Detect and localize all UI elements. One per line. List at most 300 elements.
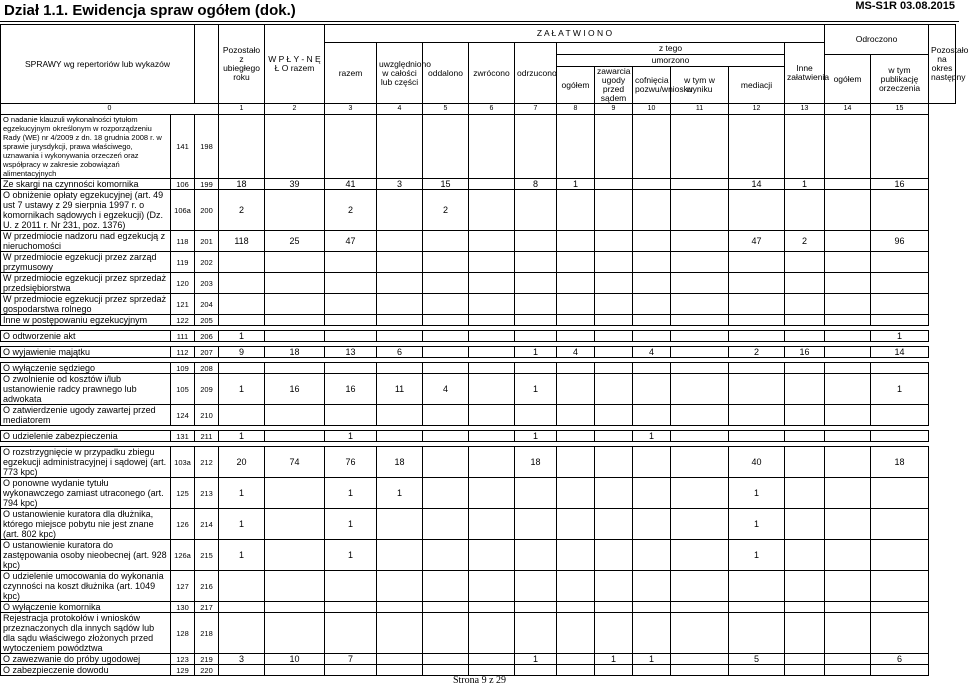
value-cell bbox=[423, 331, 469, 342]
value-cell bbox=[557, 273, 595, 294]
case-register-table bbox=[0, 24, 968, 676]
value-cell bbox=[423, 665, 469, 676]
value-cell bbox=[557, 374, 595, 405]
value-cell: 40 bbox=[729, 447, 785, 478]
repertory-code: 128 bbox=[171, 613, 195, 654]
value-cell bbox=[633, 447, 671, 478]
value-cell bbox=[423, 447, 469, 478]
value-cell bbox=[469, 347, 515, 358]
value-cell bbox=[871, 115, 929, 179]
case-label: Ze skargi na czynności komornika bbox=[1, 179, 171, 190]
value-cell bbox=[377, 613, 423, 654]
value-cell: 16 bbox=[871, 179, 929, 190]
value-cell bbox=[557, 331, 595, 342]
value-cell bbox=[671, 363, 729, 374]
value-cell bbox=[325, 665, 377, 676]
value-cell bbox=[377, 115, 423, 179]
value-cell bbox=[785, 405, 825, 426]
value-cell bbox=[825, 347, 871, 358]
value-cell bbox=[729, 571, 785, 602]
column-number: 14 bbox=[825, 104, 871, 115]
repertory-code: 131 bbox=[171, 431, 195, 442]
repertory-code: 120 bbox=[171, 273, 195, 294]
value-cell bbox=[595, 571, 633, 602]
value-cell bbox=[557, 613, 595, 654]
value-cell bbox=[469, 190, 515, 231]
value-cell: 14 bbox=[729, 179, 785, 190]
value-cell bbox=[557, 431, 595, 442]
value-cell bbox=[671, 231, 729, 252]
value-cell bbox=[825, 509, 871, 540]
value-cell bbox=[825, 571, 871, 602]
value-cell: 15 bbox=[423, 179, 469, 190]
value-cell bbox=[265, 478, 325, 509]
value-cell: 47 bbox=[729, 231, 785, 252]
value-cell bbox=[633, 294, 671, 315]
value-cell bbox=[469, 478, 515, 509]
column-number: 10 bbox=[633, 104, 671, 115]
value-cell bbox=[785, 447, 825, 478]
column-number: 6 bbox=[469, 104, 515, 115]
value-cell: 1 bbox=[219, 374, 265, 405]
row-number: 215 bbox=[195, 540, 219, 571]
case-label: O nadanie klauzuli wykonalności tytułom egzekucyjnym określonym w rozporządzeniu Rady (WE) nr 4/2009 z dn. 18 grudnia 2008 r. w sprawie jurysdykcji, prawa właściwego, uznawania i wykonywania orzeczeń oraz współpracy w zakresie zobowiązań alimentacyjnych bbox=[1, 115, 171, 179]
repertory-code: 122 bbox=[171, 315, 195, 326]
value-cell: 13 bbox=[325, 347, 377, 358]
table-row bbox=[1, 115, 956, 179]
value-cell bbox=[825, 602, 871, 613]
case-label: O wyłączenie sędziego bbox=[1, 363, 171, 374]
value-cell: 1 bbox=[515, 374, 557, 405]
value-cell bbox=[871, 509, 929, 540]
value-cell bbox=[423, 431, 469, 442]
value-cell: 47 bbox=[325, 231, 377, 252]
case-label: W przedmiocie egzekucji przez zarząd przymusowy bbox=[1, 252, 171, 273]
value-cell bbox=[825, 231, 871, 252]
header-zal-razem: razem bbox=[325, 43, 377, 104]
value-cell bbox=[515, 363, 557, 374]
value-cell bbox=[825, 665, 871, 676]
value-cell bbox=[595, 447, 633, 478]
value-cell bbox=[785, 571, 825, 602]
value-cell bbox=[595, 231, 633, 252]
table-row bbox=[1, 405, 956, 426]
value-cell bbox=[671, 405, 729, 426]
value-cell bbox=[469, 431, 515, 442]
repertory-code: 112 bbox=[171, 347, 195, 358]
value-cell: 4 bbox=[633, 347, 671, 358]
value-cell bbox=[871, 571, 929, 602]
value-cell bbox=[557, 190, 595, 231]
value-cell bbox=[469, 294, 515, 315]
row-number: 219 bbox=[195, 654, 219, 665]
header-pozostalo-roku: Pozostało z ubiegłego roku bbox=[219, 25, 265, 104]
header-umorzono: umorzono bbox=[557, 55, 785, 67]
value-cell: 1 bbox=[325, 509, 377, 540]
column-number: 11 bbox=[671, 104, 729, 115]
form-code: MS-S1R 03.08.2015 bbox=[855, 0, 955, 12]
value-cell bbox=[515, 665, 557, 676]
value-cell bbox=[729, 115, 785, 179]
value-cell bbox=[785, 602, 825, 613]
value-cell bbox=[825, 294, 871, 315]
value-cell bbox=[265, 571, 325, 602]
repertory-code: 129 bbox=[171, 665, 195, 676]
value-cell bbox=[785, 252, 825, 273]
value-cell bbox=[265, 273, 325, 294]
repertory-code: 126 bbox=[171, 509, 195, 540]
value-cell: 1 bbox=[515, 654, 557, 665]
value-cell: 1 bbox=[377, 478, 423, 509]
case-label: O zabezpieczenie dowodu bbox=[1, 665, 171, 676]
column-number: 8 bbox=[557, 104, 595, 115]
value-cell bbox=[595, 431, 633, 442]
table-row bbox=[1, 431, 956, 442]
value-cell: 3 bbox=[219, 654, 265, 665]
case-label: W przedmiocie egzekucji przez sprzedaż przedsiębiorstwa bbox=[1, 273, 171, 294]
value-cell bbox=[671, 602, 729, 613]
value-cell: 1 bbox=[219, 540, 265, 571]
value-cell bbox=[785, 331, 825, 342]
value-cell bbox=[595, 252, 633, 273]
value-cell bbox=[595, 613, 633, 654]
value-cell bbox=[825, 374, 871, 405]
value-cell bbox=[377, 571, 423, 602]
row-number: 198 bbox=[195, 115, 219, 179]
header-sprawy: SPRAWY wg repertoriów lub wykazów bbox=[1, 25, 195, 104]
value-cell bbox=[729, 613, 785, 654]
header-w-tym-wyniku: w tym w wyniku bbox=[671, 67, 729, 104]
value-cell bbox=[633, 374, 671, 405]
value-cell bbox=[633, 571, 671, 602]
value-cell bbox=[871, 190, 929, 231]
header-uwzgl: uwzględniono w całości lub części bbox=[377, 43, 423, 104]
table-row bbox=[1, 478, 956, 509]
value-cell bbox=[265, 294, 325, 315]
value-cell bbox=[633, 231, 671, 252]
value-cell bbox=[515, 115, 557, 179]
value-cell bbox=[633, 509, 671, 540]
value-cell bbox=[377, 190, 423, 231]
value-cell: 5 bbox=[729, 654, 785, 665]
value-cell bbox=[377, 331, 423, 342]
repertory-code: 106a bbox=[171, 190, 195, 231]
value-cell bbox=[219, 252, 265, 273]
value-cell: 1 bbox=[871, 331, 929, 342]
value-cell: 1 bbox=[871, 374, 929, 405]
value-cell bbox=[871, 478, 929, 509]
value-cell: 1 bbox=[785, 179, 825, 190]
value-cell bbox=[785, 613, 825, 654]
value-cell bbox=[219, 405, 265, 426]
value-cell: 9 bbox=[219, 347, 265, 358]
value-cell bbox=[671, 190, 729, 231]
value-cell bbox=[515, 602, 557, 613]
value-cell: 2 bbox=[423, 190, 469, 231]
repertory-code: 127 bbox=[171, 571, 195, 602]
value-cell bbox=[785, 294, 825, 315]
value-cell bbox=[729, 602, 785, 613]
value-cell bbox=[469, 179, 515, 190]
case-label: O odtworzenie akt bbox=[1, 331, 171, 342]
value-cell bbox=[325, 273, 377, 294]
value-cell bbox=[871, 363, 929, 374]
value-cell bbox=[671, 540, 729, 571]
value-cell bbox=[871, 315, 929, 326]
value-cell bbox=[265, 115, 325, 179]
value-cell bbox=[423, 571, 469, 602]
value-cell bbox=[671, 431, 729, 442]
value-cell bbox=[595, 665, 633, 676]
value-cell bbox=[515, 405, 557, 426]
header-mediacji: mediacji bbox=[729, 67, 785, 104]
row-number: 217 bbox=[195, 602, 219, 613]
value-cell: 4 bbox=[557, 347, 595, 358]
value-cell bbox=[469, 654, 515, 665]
value-cell bbox=[785, 665, 825, 676]
row-number: 201 bbox=[195, 231, 219, 252]
header-pozostalo-nast: Pozostało na okres następny bbox=[929, 25, 956, 104]
value-cell bbox=[633, 613, 671, 654]
value-cell: 4 bbox=[423, 374, 469, 405]
value-cell bbox=[671, 179, 729, 190]
value-cell bbox=[219, 115, 265, 179]
value-cell bbox=[469, 540, 515, 571]
value-cell bbox=[423, 294, 469, 315]
value-cell: 1 bbox=[729, 540, 785, 571]
case-label: O ustanowienie kuratora dla dłużnika, którego miejsce pobytu nie jest znane (art. 802 kpc) bbox=[1, 509, 171, 540]
value-cell: 3 bbox=[377, 179, 423, 190]
value-cell bbox=[633, 665, 671, 676]
value-cell bbox=[785, 654, 825, 665]
value-cell: 1 bbox=[595, 654, 633, 665]
repertory-code: 118 bbox=[171, 231, 195, 252]
case-label: O ustanowienie kuratora do zastępowania osoby nieobecnej (art. 928 kpc) bbox=[1, 540, 171, 571]
case-label: O udzielenie umocowania do wykonania czynności na koszt dłużnika (art. 1049 kpc) bbox=[1, 571, 171, 602]
value-cell bbox=[377, 540, 423, 571]
row-number: 200 bbox=[195, 190, 219, 231]
value-cell: 1 bbox=[633, 654, 671, 665]
value-cell bbox=[825, 190, 871, 231]
value-cell bbox=[729, 190, 785, 231]
value-cell bbox=[557, 478, 595, 509]
value-cell: 18 bbox=[515, 447, 557, 478]
repertory-code: 123 bbox=[171, 654, 195, 665]
table-row bbox=[1, 602, 956, 613]
value-cell bbox=[515, 231, 557, 252]
value-cell bbox=[423, 540, 469, 571]
value-cell bbox=[671, 374, 729, 405]
row-number: 204 bbox=[195, 294, 219, 315]
value-cell bbox=[557, 654, 595, 665]
value-cell bbox=[469, 602, 515, 613]
column-number: 7 bbox=[515, 104, 557, 115]
header-row-number bbox=[195, 25, 219, 104]
value-cell bbox=[265, 602, 325, 613]
header-inne: Inne załatwienia bbox=[785, 43, 825, 104]
value-cell bbox=[265, 405, 325, 426]
value-cell bbox=[377, 294, 423, 315]
value-cell: 8 bbox=[515, 179, 557, 190]
value-cell bbox=[325, 252, 377, 273]
value-cell bbox=[377, 654, 423, 665]
value-cell bbox=[325, 294, 377, 315]
value-cell: 1 bbox=[325, 431, 377, 442]
table-row bbox=[1, 294, 956, 315]
column-number: 13 bbox=[785, 104, 825, 115]
value-cell: 1 bbox=[219, 509, 265, 540]
column-number: 5 bbox=[423, 104, 469, 115]
value-cell: 18 bbox=[219, 179, 265, 190]
header-zawarcia: zawarcia ugody przed sądem bbox=[595, 67, 633, 104]
value-cell bbox=[825, 431, 871, 442]
value-cell bbox=[671, 294, 729, 315]
value-cell bbox=[469, 231, 515, 252]
value-cell bbox=[729, 405, 785, 426]
value-cell bbox=[633, 190, 671, 231]
value-cell bbox=[325, 405, 377, 426]
table-row bbox=[1, 374, 956, 405]
header-odr-ogolem: ogółem bbox=[825, 55, 871, 104]
value-cell bbox=[515, 478, 557, 509]
value-cell bbox=[595, 405, 633, 426]
value-cell bbox=[633, 602, 671, 613]
value-cell bbox=[729, 315, 785, 326]
value-cell bbox=[595, 273, 633, 294]
value-cell bbox=[423, 252, 469, 273]
value-cell bbox=[671, 347, 729, 358]
value-cell bbox=[729, 665, 785, 676]
value-cell bbox=[825, 273, 871, 294]
header-odroczono: Odroczono bbox=[825, 25, 929, 55]
value-cell bbox=[469, 447, 515, 478]
value-cell: 1 bbox=[219, 331, 265, 342]
value-cell bbox=[825, 447, 871, 478]
value-cell bbox=[515, 613, 557, 654]
table-row bbox=[1, 540, 956, 571]
row-number: 206 bbox=[195, 331, 219, 342]
row-number: 208 bbox=[195, 363, 219, 374]
value-cell bbox=[785, 315, 825, 326]
value-cell bbox=[633, 315, 671, 326]
value-cell bbox=[377, 602, 423, 613]
row-number: 210 bbox=[195, 405, 219, 426]
value-cell bbox=[515, 509, 557, 540]
value-cell bbox=[785, 363, 825, 374]
value-cell: 2 bbox=[219, 190, 265, 231]
value-cell bbox=[265, 540, 325, 571]
value-cell bbox=[729, 363, 785, 374]
table-row bbox=[1, 252, 956, 273]
value-cell bbox=[825, 179, 871, 190]
value-cell bbox=[633, 405, 671, 426]
column-number: 9 bbox=[595, 104, 633, 115]
value-cell bbox=[423, 405, 469, 426]
value-cell bbox=[469, 613, 515, 654]
value-cell: 1 bbox=[219, 478, 265, 509]
value-cell bbox=[825, 540, 871, 571]
value-cell bbox=[785, 540, 825, 571]
value-cell bbox=[671, 273, 729, 294]
value-cell: 18 bbox=[377, 447, 423, 478]
value-cell bbox=[219, 665, 265, 676]
value-cell bbox=[825, 363, 871, 374]
header-odrzucono: odrzucono bbox=[515, 43, 557, 104]
table-row bbox=[1, 665, 956, 676]
value-cell bbox=[595, 363, 633, 374]
value-cell: 16 bbox=[325, 374, 377, 405]
value-cell bbox=[785, 478, 825, 509]
value-cell bbox=[729, 374, 785, 405]
repertory-code: 119 bbox=[171, 252, 195, 273]
value-cell: 16 bbox=[265, 374, 325, 405]
table-row bbox=[1, 509, 956, 540]
value-cell bbox=[219, 273, 265, 294]
value-cell bbox=[469, 363, 515, 374]
value-cell bbox=[423, 315, 469, 326]
value-cell bbox=[423, 478, 469, 509]
value-cell bbox=[469, 331, 515, 342]
row-number: 205 bbox=[195, 315, 219, 326]
value-cell bbox=[871, 540, 929, 571]
value-cell bbox=[265, 665, 325, 676]
value-cell bbox=[325, 331, 377, 342]
value-cell bbox=[671, 331, 729, 342]
value-cell: 2 bbox=[729, 347, 785, 358]
value-cell bbox=[377, 273, 423, 294]
value-cell bbox=[557, 665, 595, 676]
header-z-tego: z tego bbox=[557, 43, 785, 55]
value-cell bbox=[557, 509, 595, 540]
value-cell bbox=[671, 654, 729, 665]
value-cell bbox=[825, 252, 871, 273]
table-row bbox=[1, 447, 956, 478]
value-cell: 7 bbox=[325, 654, 377, 665]
value-cell: 96 bbox=[871, 231, 929, 252]
repertory-code: 109 bbox=[171, 363, 195, 374]
repertory-code: 141 bbox=[171, 115, 195, 179]
value-cell: 11 bbox=[377, 374, 423, 405]
case-label: O wyjawienie majątku bbox=[1, 347, 171, 358]
value-cell bbox=[825, 613, 871, 654]
column-number: 15 bbox=[871, 104, 929, 115]
value-cell bbox=[557, 231, 595, 252]
table-row bbox=[1, 179, 956, 190]
value-cell bbox=[557, 363, 595, 374]
row-number: 211 bbox=[195, 431, 219, 442]
repertory-code: 124 bbox=[171, 405, 195, 426]
value-cell bbox=[265, 252, 325, 273]
value-cell bbox=[671, 115, 729, 179]
value-cell bbox=[423, 347, 469, 358]
value-cell bbox=[825, 405, 871, 426]
case-label: O wyłączenie komornika bbox=[1, 602, 171, 613]
case-label: O zatwierdzenie ugody zawartej przed mediatorem bbox=[1, 405, 171, 426]
value-cell: 118 bbox=[219, 231, 265, 252]
value-cell bbox=[265, 190, 325, 231]
value-cell bbox=[729, 252, 785, 273]
row-number: 203 bbox=[195, 273, 219, 294]
value-cell: 20 bbox=[219, 447, 265, 478]
table-row bbox=[1, 571, 956, 602]
value-cell bbox=[671, 509, 729, 540]
value-cell: 2 bbox=[785, 231, 825, 252]
value-cell bbox=[671, 315, 729, 326]
value-cell bbox=[671, 665, 729, 676]
value-cell bbox=[469, 273, 515, 294]
value-cell bbox=[557, 405, 595, 426]
value-cell bbox=[265, 315, 325, 326]
